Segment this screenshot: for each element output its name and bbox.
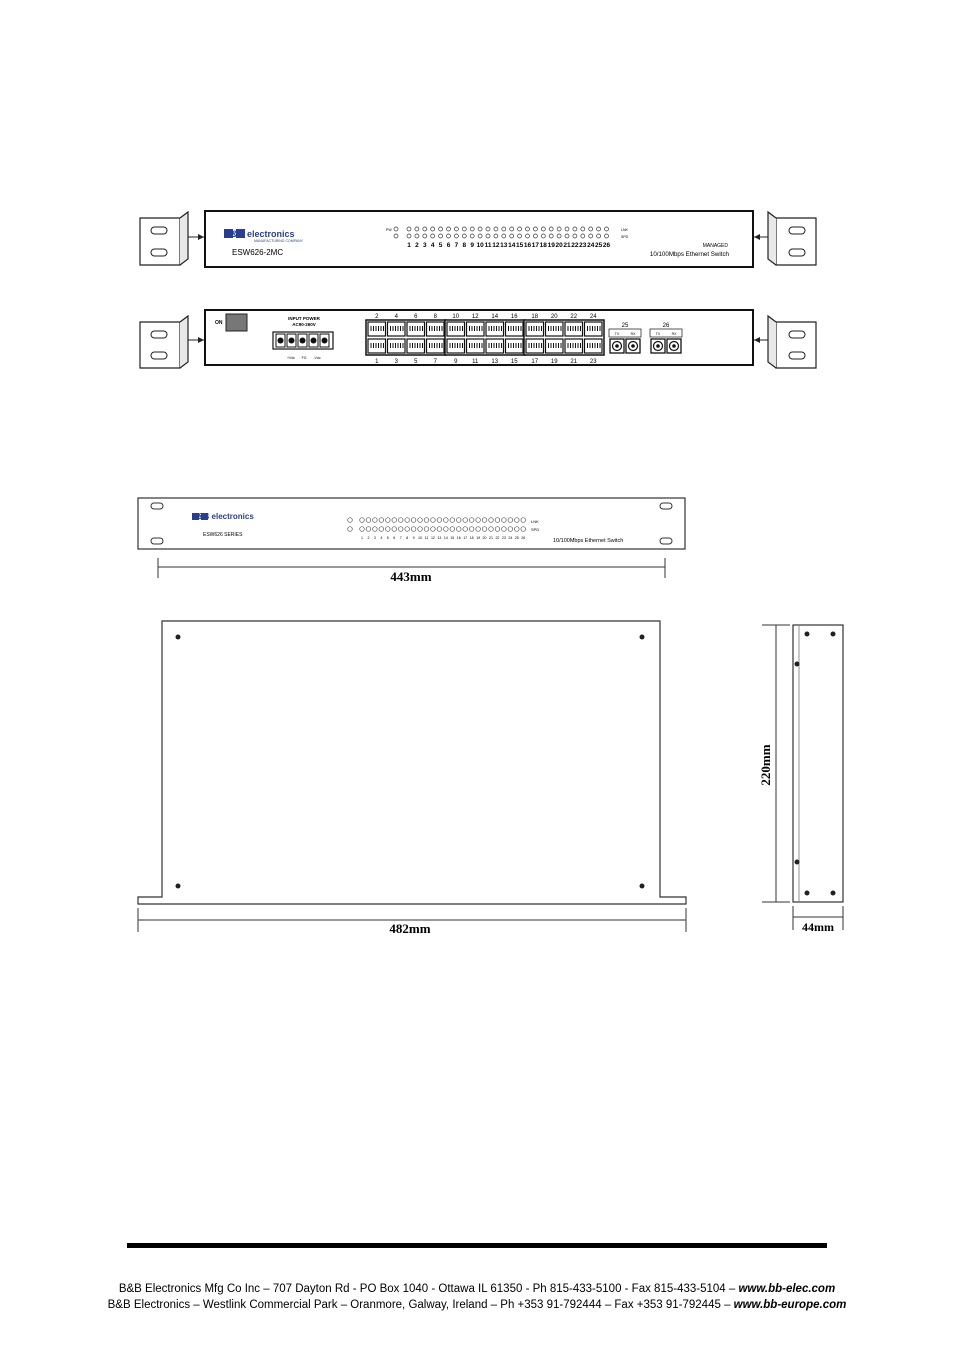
dim-port-number: 5 [386,536,389,540]
power-terminal-block [273,332,333,349]
rj45-bottom-number: 1 [375,359,379,365]
rj45-port [565,322,583,336]
front-dim-series: ESW626 SERIES [203,532,243,538]
rj45-bottom-number: 11 [472,359,479,365]
footer-address-eu: B&B Electronics – Westlink Commercial Park – Oranmore, Galway, Ireland – Ph +353 91-792444 – Fax +353 91-792445 – [107,1299,731,1311]
width-482-label: 482mm [389,921,431,936]
front-managed: MANAGED [702,243,728,249]
dim-port-number: 13 [437,536,442,540]
front-port-number: 24 [587,242,595,249]
fiber-tx-label: TX [655,332,661,336]
front-port-number: 6 [446,242,451,249]
front-dim-lnk: LNK [531,519,539,524]
rj45-top-number: 20 [550,314,558,320]
terminal-screw [311,338,317,344]
dim-port-number: 25 [514,536,519,540]
rear-on-label: ON [215,320,223,326]
front-port-number: 7 [454,242,459,249]
front-port-number: 23 [579,242,587,249]
footer-rule [127,1243,827,1248]
fiber-port-number: 26 [662,323,670,329]
front-port-number: 8 [462,242,467,249]
rj45-port [388,339,406,353]
footer-url-eu[interactable]: www.bb-europe.com [733,1299,847,1311]
front-port-number: 5 [438,242,443,249]
front-dim-product: 10/100Mbps Ethernet Switch [553,538,624,544]
front-port-number: 10 [476,242,484,249]
front-port-number: 21 [563,242,571,249]
dim-port-number: 9 [412,536,415,540]
rear-panel-view [140,310,816,368]
rj45-port [368,339,386,353]
dim-port-number: 21 [489,536,493,540]
front-panel-view [140,211,816,267]
rj45-top-number: 16 [510,314,518,320]
rj45-top-number: 6 [414,314,418,320]
front-pw-label: PW [386,228,392,232]
fiber-port-number: 25 [621,323,629,329]
right-rear-bracket [754,316,816,368]
dim-port-number: 7 [399,536,402,540]
front-brand: B&B electronics [225,229,295,239]
rj45-port [506,339,524,353]
dim-port-number: 23 [501,536,506,540]
front-port-number: 13 [500,242,508,249]
rj45-port [407,322,425,336]
rj45-bottom-number: 17 [531,359,539,365]
rj45-port [546,322,564,336]
rj45-port [585,322,603,336]
rj45-port [526,339,544,353]
front-port-number: 19 [547,242,555,249]
rj45-bottom-number: 19 [550,359,558,365]
top-view-outline [138,621,686,904]
rj45-port [506,322,524,336]
rj45-bottom-number: 13 [491,359,499,365]
rj45-top-number: 4 [394,314,398,320]
dim-port-number: 19 [476,536,481,540]
front-dimension-view [138,498,685,584]
rear-power-voltage: AC90-260V [292,322,316,327]
front-spd-label: SPD [621,235,629,239]
dim-port-number: 10 [418,536,423,540]
front-port-number: 15 [515,242,524,249]
footer-line-2 [0,1298,954,1312]
footer-url-us[interactable]: www.bb-elec.com [738,1283,836,1295]
rj45-top-number: 2 [375,314,379,320]
front-port-number: 16 [523,242,532,249]
front-port-number: 18 [539,242,547,249]
terminal-label: -Vdc [313,356,321,360]
front-port-number: 26 [602,242,611,249]
side-dimension-view [758,625,843,934]
dim-port-number: 11 [424,536,429,540]
terminal-screw [300,338,306,344]
power-switch [226,314,247,331]
left-rack-bracket [140,212,204,265]
dim-port-number: 17 [463,536,468,540]
terminal-screw [278,338,284,344]
front-dim-spd: SPD [531,527,540,532]
dim-port-number: 2 [367,536,370,540]
rear-power-label: INPUT POWER [288,316,320,321]
rj45-port [585,339,603,353]
rj45-port [486,322,504,336]
side-view-outline [793,625,843,902]
rj45-port [546,339,564,353]
rj45-port [427,322,445,336]
front-port-number: 2 [415,242,419,249]
rj45-bottom-number: 3 [394,359,398,365]
rj45-top-number: 8 [433,314,437,320]
front-port-number: 3 [422,242,427,249]
dim-port-number: 22 [495,536,500,540]
right-rack-bracket [754,212,816,265]
terminal-screw [289,338,295,344]
rj45-bottom-number: 21 [570,359,578,365]
rj45-top-number: 14 [491,314,499,320]
footer-line-1 [0,1282,954,1296]
rj45-bottom-number: 15 [510,359,518,365]
dim-port-number: 14 [443,536,448,540]
fiber-tx-label: TX [614,332,620,336]
dim-port-number: 26 [521,536,526,540]
footer-address-us: B&B Electronics Mfg Co Inc – 707 Dayton Rd - PO Box 1040 - Ottawa IL 61350 - Ph 815-433-5100 - Fax 815-433-5104 – [118,1283,736,1295]
rj45-top-number: 22 [570,314,578,320]
dim-port-number: 4 [380,536,383,540]
front-brand-sub: MANUFACTURING COMPANY [254,239,303,243]
rj45-top-number: 18 [531,314,539,320]
terminal-labels [287,356,321,360]
front-product: 10/100Mbps Ethernet Switch [649,251,729,258]
rj45-bottom-number: 23 [589,359,597,365]
rj45-port [526,322,544,336]
depth-220-label: 220mm [758,744,773,786]
rj45-port [447,339,465,353]
front-port-number: 12 [492,242,500,249]
fiber-rx-label: RX [630,332,636,336]
front-port-number: 11 [484,242,492,249]
rj45-port [467,339,485,353]
dim-port-number: 24 [508,536,513,540]
front-port-number: 25 [594,242,603,249]
rj45-port [486,339,504,353]
fiber-rx-label: RX [671,332,677,336]
width-443-label: 443mm [390,569,432,584]
front-port-number: 14 [508,242,516,249]
dim-port-number: 15 [450,536,455,540]
rj45-top-number: 10 [452,314,460,320]
rj45-port [565,339,583,353]
rj45-bottom-number: 9 [454,359,458,365]
front-port-number: 17 [531,242,540,249]
terminal-screw [322,338,328,344]
front-model: ESW626-2MC [232,248,284,257]
front-port-number: 1 [407,242,411,249]
front-lnk-label: LNK [621,228,628,232]
dim-port-number: 8 [406,536,409,540]
rj45-bottom-number: 7 [433,359,437,365]
terminal-label: +Vdc [286,356,296,360]
front-port-number: 9 [470,242,475,249]
dim-port-number: 20 [482,536,487,540]
rj45-port-array [366,320,604,355]
dim-port-number: 18 [469,536,474,540]
rj45-port [427,339,445,353]
rj45-port [368,322,386,336]
top-dimension-view [138,621,686,936]
front-port-number: 4 [430,242,435,249]
rj45-top-number: 24 [589,314,597,320]
rj45-bottom-number: 5 [414,359,418,365]
front-port-number: 22 [571,242,579,249]
dim-port-number: 1 [361,536,363,540]
dim-port-number: 3 [373,536,376,540]
rj45-top-number: 12 [471,314,479,320]
front-port-number: 20 [555,242,563,249]
terminal-label: FG [301,356,307,360]
rj45-port [467,322,485,336]
front-dim-brand: B&B electronics [192,512,254,521]
left-rear-bracket [140,316,204,368]
dim-port-number: 16 [456,536,461,540]
dim-port-number: 12 [430,536,435,540]
dim-port-number: 6 [393,536,396,540]
rj45-port [407,339,425,353]
height-44-label: 44mm [802,920,834,934]
rj45-port [447,322,465,336]
rj45-port [388,322,406,336]
